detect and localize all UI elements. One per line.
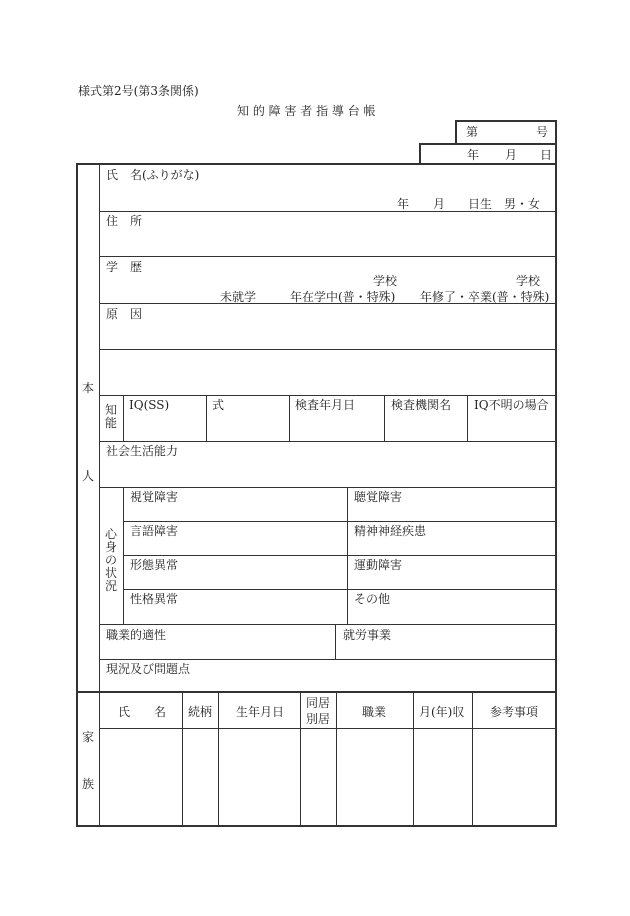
employment-label: 就労事業 bbox=[343, 628, 392, 642]
intel-div-1 bbox=[206, 395, 207, 441]
motor-impairment-label: 運動障害 bbox=[354, 558, 403, 572]
birth-year: 年 bbox=[397, 197, 410, 211]
physical-label-char4: 状 bbox=[104, 566, 117, 580]
education-label: 学 歴 bbox=[106, 260, 143, 274]
family-occupation-header: 職業 bbox=[362, 705, 387, 719]
cause-label: 原 因 bbox=[106, 307, 143, 321]
family-div-4 bbox=[336, 691, 337, 826]
intel-div-2 bbox=[289, 395, 290, 441]
physical-label-char3: の bbox=[104, 553, 117, 567]
row-line-family-header bbox=[99, 728, 556, 729]
row-line-cause-b bbox=[99, 395, 556, 396]
education-school-2: 学校 bbox=[516, 274, 541, 288]
family-notes-header: 参考事項 bbox=[490, 705, 539, 719]
birth-day: 日生 bbox=[468, 197, 493, 211]
row-line-section-split bbox=[76, 691, 557, 693]
row-line-physical-2 bbox=[123, 555, 556, 556]
table-bottom-border bbox=[76, 825, 557, 827]
physical-label-char5: 況 bbox=[104, 579, 117, 593]
number-box-right bbox=[555, 120, 557, 164]
name-label: 氏 名(ふりがな) bbox=[106, 168, 200, 182]
number-box-left bbox=[455, 120, 457, 144]
table-top-border bbox=[76, 163, 557, 165]
number-box-top bbox=[455, 120, 557, 122]
family-div-3 bbox=[300, 691, 301, 826]
table-left-border bbox=[76, 163, 78, 827]
vocational-div bbox=[335, 624, 336, 659]
family-birthdate-header: 生年月日 bbox=[236, 705, 285, 719]
mental-disorder-label: 精神神経疾患 bbox=[354, 524, 427, 538]
form-number: 様式第2号(第3条関係) bbox=[78, 84, 199, 98]
section-family-char2: 族 bbox=[82, 777, 95, 791]
row-line-cause-a bbox=[99, 349, 556, 350]
family-relation-header: 続柄 bbox=[188, 705, 213, 719]
intel-div-label bbox=[123, 395, 124, 441]
exam-org-label: 検査機関名 bbox=[391, 398, 452, 412]
row-line-intelligence bbox=[99, 441, 556, 442]
exam-date-label: 検査年月日 bbox=[295, 398, 356, 412]
date-month: 月 bbox=[505, 148, 518, 162]
birth-month: 月 bbox=[433, 197, 446, 211]
family-div-6 bbox=[472, 691, 473, 826]
current-situation-label: 現況及び問題点 bbox=[106, 662, 191, 676]
date-box-left bbox=[419, 143, 421, 164]
date-day: 日 bbox=[540, 148, 553, 162]
number-go: 号 bbox=[536, 125, 549, 139]
other-label: その他 bbox=[354, 592, 391, 606]
section-family-char1: 家 bbox=[82, 730, 95, 744]
row-line-address bbox=[99, 256, 556, 257]
intelligence-label-char2: 能 bbox=[104, 416, 117, 430]
section-person-char1: 本 bbox=[82, 381, 95, 395]
intelligence-label-char1: 知 bbox=[104, 403, 117, 417]
section-person-char2: 人 bbox=[82, 469, 95, 483]
social-ability-label: 社会生活能力 bbox=[106, 444, 179, 458]
iq-unknown-label: IQ不明の場合 bbox=[474, 398, 549, 412]
family-income-header: 月(年)収 bbox=[419, 705, 465, 719]
physical-label-char2: 身 bbox=[104, 540, 117, 554]
visual-impairment-label: 視覚障害 bbox=[130, 490, 179, 504]
physical-label-char1: 心 bbox=[104, 527, 117, 541]
row-line-physical-end bbox=[99, 624, 556, 625]
formula-label: 式 bbox=[212, 398, 225, 412]
intel-div-3 bbox=[384, 395, 385, 441]
label-column-divider bbox=[99, 163, 100, 826]
personality-abnormality-label: 性格異常 bbox=[130, 592, 179, 606]
row-line-physical-1 bbox=[123, 521, 556, 522]
education-completed: 年修了・卒業(普・特殊) bbox=[420, 290, 550, 304]
physical-div-mid bbox=[347, 487, 348, 624]
form-title: 知 的 障 害 者 指 導 台 帳 bbox=[237, 104, 376, 118]
intel-div-4 bbox=[467, 395, 468, 441]
family-div-2 bbox=[218, 691, 219, 826]
date-box-top bbox=[419, 143, 557, 145]
education-not-enrolled: 未就学 bbox=[220, 290, 257, 304]
row-line-social bbox=[99, 487, 556, 488]
number-dai: 第 bbox=[466, 125, 479, 139]
family-div-5 bbox=[413, 691, 414, 826]
form-abnormality-label: 形態異常 bbox=[130, 558, 179, 572]
family-name-header: 氏 名 bbox=[118, 705, 167, 719]
date-year: 年 bbox=[467, 148, 480, 162]
row-line-vocational bbox=[99, 659, 556, 660]
education-school-1: 学校 bbox=[373, 274, 398, 288]
hearing-impairment-label: 聴覚障害 bbox=[354, 490, 403, 504]
address-label: 住 所 bbox=[106, 214, 143, 228]
intelligence-label bbox=[104, 404, 118, 430]
family-cohabit-header-2: 別居 bbox=[306, 712, 331, 726]
education-enrolled: 年在学中(普・特殊) bbox=[290, 290, 396, 304]
family-div-1 bbox=[182, 691, 183, 826]
physical-div-label bbox=[123, 487, 124, 624]
iq-label: IQ(SS) bbox=[129, 398, 170, 412]
sex-choice: 男・女 bbox=[504, 197, 541, 211]
row-line-physical-3 bbox=[123, 589, 556, 590]
family-cohabit-header-1: 同居 bbox=[306, 696, 331, 710]
vocational-aptitude-label: 職業的適性 bbox=[106, 628, 167, 642]
physical-label bbox=[104, 528, 118, 593]
speech-impairment-label: 言語障害 bbox=[130, 524, 179, 538]
row-line-name bbox=[99, 211, 556, 212]
